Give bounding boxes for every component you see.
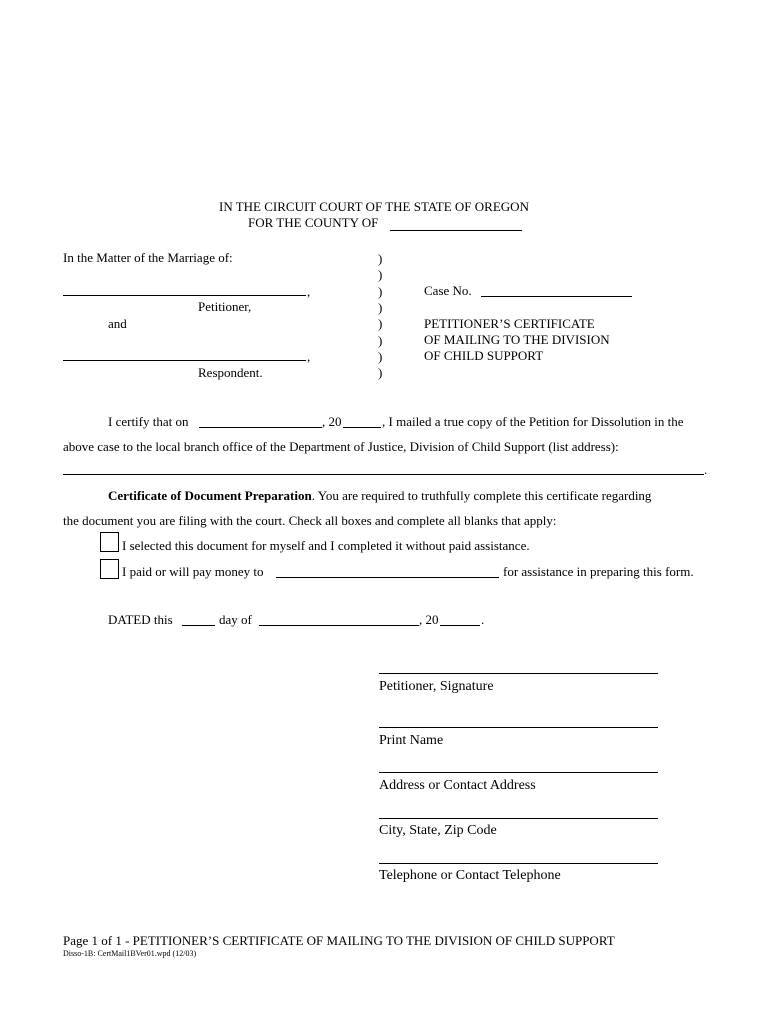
matter-label: In the Matter of the Marriage of: bbox=[63, 250, 233, 265]
print-name-line[interactable] bbox=[379, 727, 658, 728]
address-blank[interactable] bbox=[63, 474, 704, 475]
case-no-label: Case No. bbox=[424, 283, 472, 298]
and-label: and bbox=[108, 316, 127, 331]
address-label: Address or Contact Address bbox=[379, 778, 536, 793]
option-paid-assistance-tail: for assistance in preparing this form. bbox=[503, 564, 694, 579]
caption-paren: ) bbox=[378, 300, 383, 315]
signature-line[interactable] bbox=[379, 673, 658, 674]
address-line[interactable] bbox=[379, 772, 658, 773]
form-id: Disso-1B: CertMail1BVer01.wpd (12/03) bbox=[63, 949, 197, 958]
certify-year-prefix: , 20 bbox=[322, 414, 342, 429]
respondent-name-blank[interactable] bbox=[63, 360, 306, 361]
county-blank[interactable] bbox=[390, 230, 522, 231]
caption-paren: ) bbox=[378, 333, 383, 348]
court-heading: IN THE CIRCUIT COURT OF THE STATE OF OREGON bbox=[219, 199, 529, 214]
case-no-blank[interactable] bbox=[481, 296, 632, 297]
address-period: . bbox=[704, 462, 708, 477]
doc-prep-heading: Certificate of Document Preparation bbox=[108, 488, 312, 503]
telephone-line[interactable] bbox=[379, 863, 658, 864]
doc-prep-instructions: the document you are filing with the court. Check all boxes and complete all blanks that apply: bbox=[63, 513, 557, 528]
dated-year-blank[interactable] bbox=[440, 625, 480, 626]
dated-period: . bbox=[481, 612, 485, 627]
signature-label: Petitioner, Signature bbox=[379, 679, 494, 694]
caption-paren: ) bbox=[378, 251, 383, 266]
respondent-comma: , bbox=[307, 349, 311, 364]
document-title-line3: OF CHILD SUPPORT bbox=[424, 348, 544, 363]
dated-year-prefix: , 20 bbox=[419, 612, 439, 627]
certify-text-line2: above case to the local branch office of the Department of Justice, Division of Child Support (list address): bbox=[63, 439, 619, 454]
county-heading: FOR THE COUNTY OF bbox=[248, 215, 379, 230]
mailing-date-blank[interactable] bbox=[199, 427, 322, 428]
caption-paren: ) bbox=[378, 349, 383, 364]
certify-text-start: I certify that on bbox=[108, 414, 189, 429]
petitioner-comma: , bbox=[307, 284, 311, 299]
print-name-label: Print Name bbox=[379, 733, 444, 748]
petitioner-label: Petitioner, bbox=[198, 299, 252, 314]
respondent-label: Respondent. bbox=[198, 365, 263, 380]
dated-label: DATED this bbox=[108, 612, 173, 627]
option-paid-assistance: I paid or will pay money to bbox=[122, 564, 264, 579]
doc-prep-heading-tail: . You are required to truthfully complete this certificate regarding bbox=[311, 488, 652, 503]
city-state-zip-label: City, State, Zip Code bbox=[379, 823, 497, 838]
city-state-zip-line[interactable] bbox=[379, 818, 658, 819]
dated-day-blank[interactable] bbox=[182, 625, 215, 626]
petitioner-name-blank[interactable] bbox=[63, 295, 306, 296]
document-title-line2: OF MAILING TO THE DIVISION bbox=[424, 332, 610, 347]
mailing-year-blank[interactable] bbox=[343, 427, 381, 428]
paid-assistance-checkbox[interactable] bbox=[100, 559, 119, 579]
page-footer: Page 1 of 1 - PETITIONER’S CERTIFICATE OF MAILING TO THE DIVISION OF CHILD SUPPORT bbox=[63, 933, 615, 948]
caption-paren: ) bbox=[378, 267, 383, 282]
certify-text-end: , I mailed a true copy of the Petition for Dissolution in the bbox=[382, 414, 684, 429]
preparer-name-blank[interactable] bbox=[276, 577, 499, 578]
caption-paren: ) bbox=[378, 284, 383, 299]
telephone-label: Telephone or Contact Telephone bbox=[379, 868, 561, 883]
caption-paren: ) bbox=[378, 365, 383, 380]
document-title-line1: PETITIONER’S CERTIFICATE bbox=[424, 316, 595, 331]
caption-paren: ) bbox=[378, 316, 383, 331]
dated-month-blank[interactable] bbox=[259, 625, 419, 626]
option-self-prepared: I selected this document for myself and I completed it without paid assistance. bbox=[122, 538, 530, 553]
self-prepared-checkbox[interactable] bbox=[100, 532, 119, 552]
dated-day-of: day of bbox=[219, 612, 252, 627]
